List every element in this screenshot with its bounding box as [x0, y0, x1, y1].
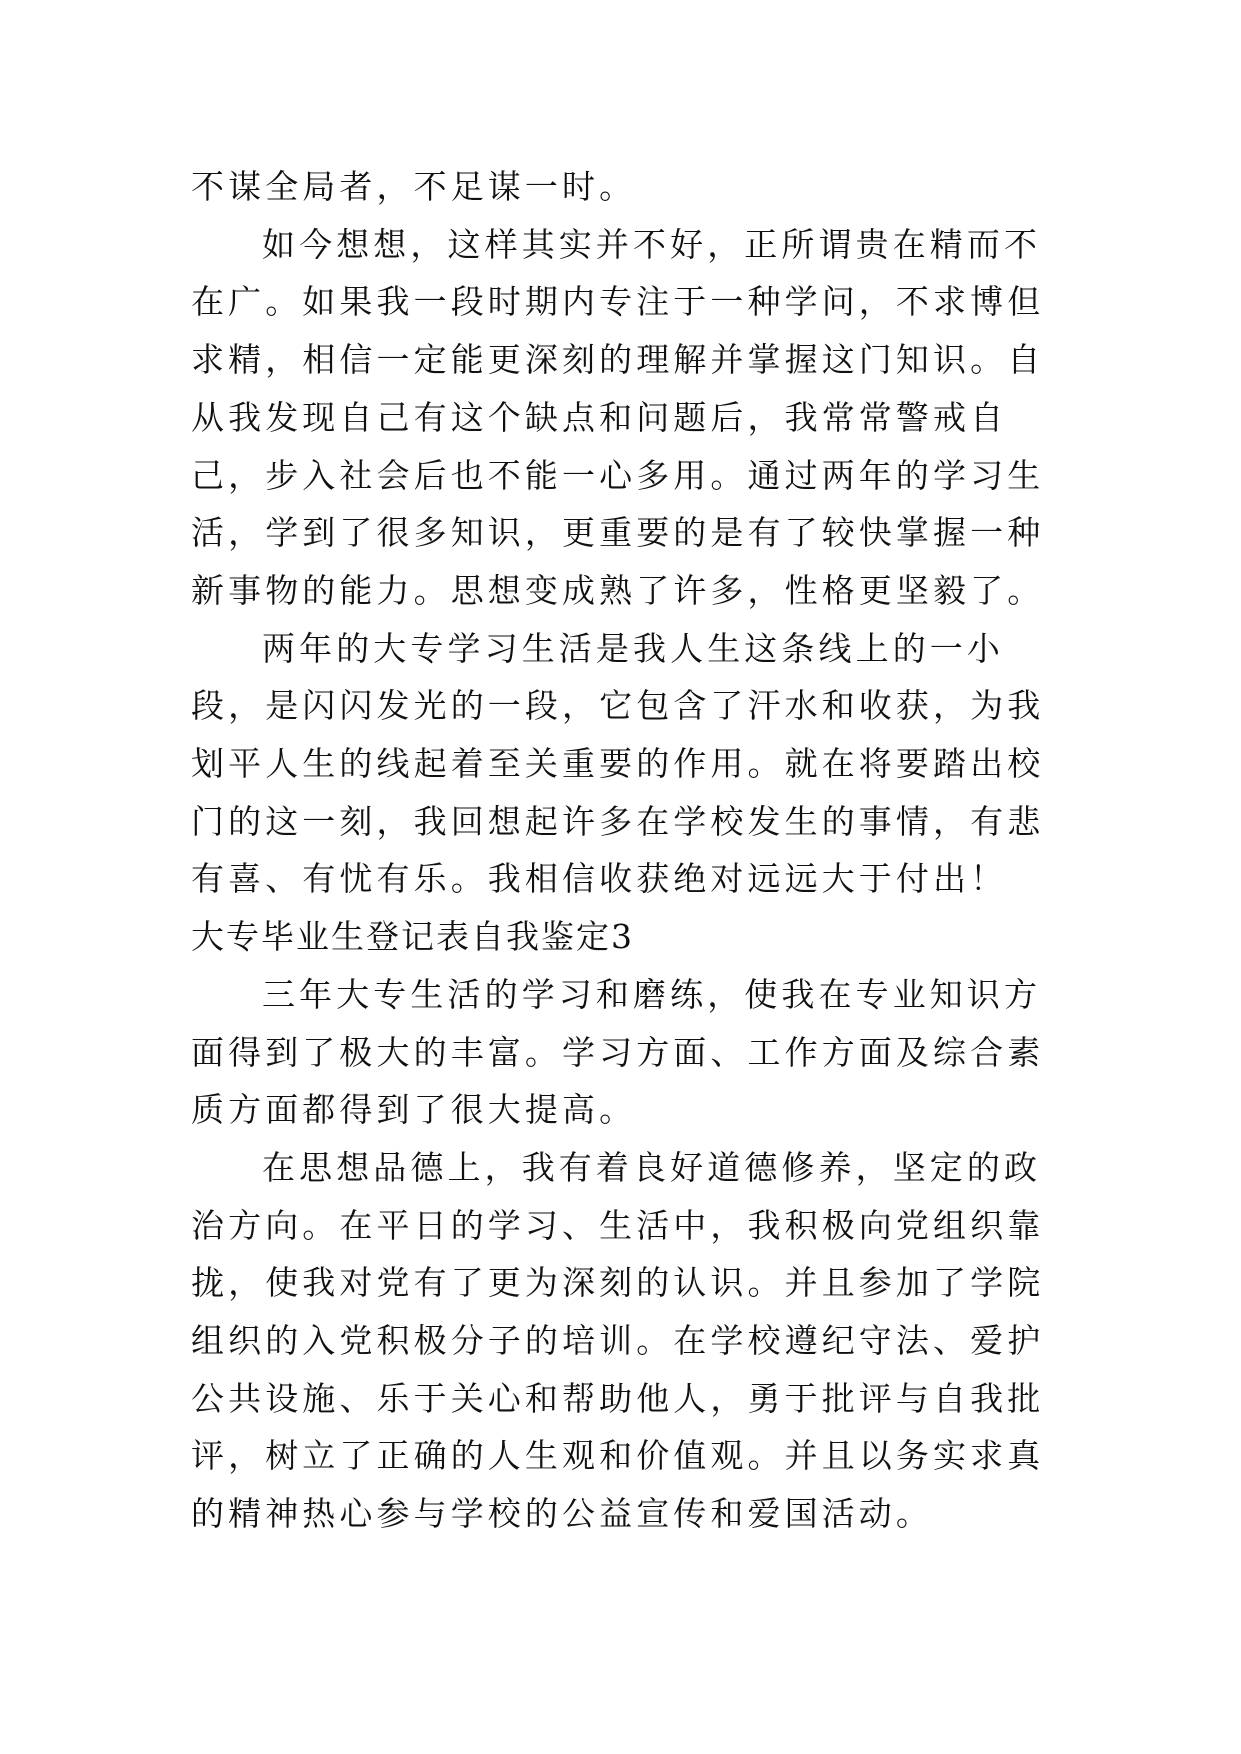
paragraph-summary: 两年的大专学习生活是我人生这条线上的一小段，是闪闪发光的一段，它包含了汗水和收获，为我划平人生的线起着至关重要的作用。就在将要踏出校门的这一刻，我回想起许多在学校发生的事情，有悲有喜、有忧有乐。我相信收获绝对远远大于付出！: [191, 628, 1045, 899]
paragraph-closing-line: 不谋全局者，不足谋一时。: [191, 167, 637, 206]
paragraph-study-progress: 三年大专生活的学习和磨练，使我在专业知识方面得到了极大的丰富。学习方面、工作方面及综合素质方面都得到了很大提高。: [191, 974, 1045, 1130]
paragraph-reflection: 如今想想，这样其实并不好，正所谓贵在精而不在广。如果我一段时期内专注于一种学问，不求博但求精，相信一定能更深刻的理解并掌握这门知识。自从我发现自己有这个缺点和问题后，我常常警戒自己，步入社会后也不能一心多用。通过两年的学习生活，学到了很多知识，更重要的是有了较快掌握一种新事物的能力。思想变成熟了许多，性格更坚毅了。: [191, 224, 1045, 610]
document-body: [191, 158, 1071, 1543]
section-heading: 大专毕业生登记表自我鉴定3: [191, 917, 634, 957]
paragraph-moral-character: 在思想品德上，我有着良好道德修养，坚定的政治方向。在平日的学习、生活中，我积极向党组织靠拢，使我对党有了更为深刻的认识。并且参加了学院组织的入党积极分子的培训。在学校遵纪守法、爱护公共设施、乐于关心和帮助他人，勇于批评与自我批评，树立了正确的人生观和价值观。并且以务实求真的精神热心参与学校的公益宣传和爱国活动。: [191, 1147, 1045, 1534]
